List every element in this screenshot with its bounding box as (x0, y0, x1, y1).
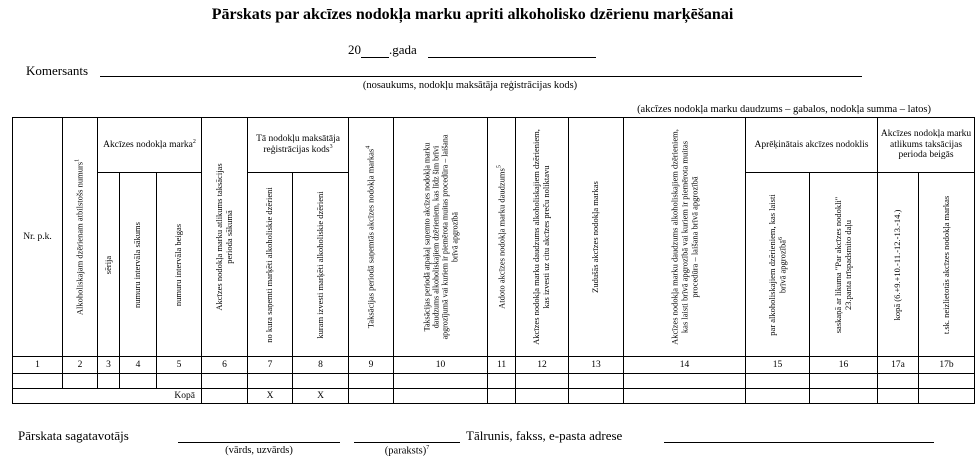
signature-hint: (paraksts)$^7$ (384, 445, 430, 457)
data-cell[interactable] (746, 389, 810, 404)
contacts-label: Tālrunis, fakss, e-pasta adrese (466, 428, 623, 443)
data-cell[interactable] (248, 374, 293, 389)
data-cell[interactable] (569, 374, 624, 389)
data-cell[interactable] (919, 374, 975, 389)
merchant-label: Komersants (26, 63, 89, 78)
data-cell[interactable] (488, 374, 516, 389)
data-cell[interactable] (878, 389, 919, 404)
data-cell[interactable] (394, 374, 488, 389)
col-number: 14 (624, 357, 746, 374)
col-number: 6 (202, 357, 248, 374)
col-number: 11 (488, 357, 516, 374)
report-table (12, 117, 975, 404)
header-remainder-group: Akcīzes nodokļa marku atlikums taksācijas perioda beigās (878, 118, 975, 173)
signature-line[interactable] (354, 442, 460, 443)
header-col15: par alkoholiskajiem dzērieniem, kas laisti brīvā apgrozībā$^6$ (746, 173, 810, 357)
col-number: 12 (516, 357, 569, 374)
contacts-line[interactable] (664, 442, 934, 443)
header-calc-group: Aprēķinātais akcīzes nodoklis (746, 118, 878, 173)
header-col8: kuram izvesti marķēti alkoholiskie dzērieni (293, 173, 349, 357)
header-col5: numuru intervāla beigas (157, 173, 202, 357)
header-col10: Taksācijas periodā atpakaļ saņemto akcīzes nodokļa marku daudzums alkoholiskajiem dzērieniem, kas līdz šim brīvi apgrozījumā vai kuriem ir piemērota muitas procedūra – laišana brīvā apgrozībā (394, 118, 488, 357)
header-col16: saskaņā ar likuma "Par akcīzes nodokli" 23.panta trīspadsmito daļu (810, 173, 878, 357)
data-cell[interactable] (202, 374, 248, 389)
data-cell[interactable] (878, 374, 919, 389)
year-suffix: .gada (389, 42, 417, 57)
data-cell[interactable] (516, 374, 569, 389)
data-cell[interactable] (746, 374, 810, 389)
table-row (13, 374, 975, 389)
data-cell[interactable] (157, 374, 202, 389)
header-col11: Atdoto akcīzes nodokļa marku daudzums$^5$ (488, 118, 516, 357)
name-hint: (vārds, uzvārds) (225, 445, 293, 456)
header-col17b: t.sk. neizlietotās akcīzes nodokļa markas (919, 173, 975, 357)
header-col13: Zudušās akcīzes nodokļa markas (569, 118, 624, 357)
data-cell[interactable] (349, 389, 394, 404)
col-number: 2 (63, 357, 98, 374)
header-marks-group: Akcīzes nodokļa marka$^2$ (98, 118, 202, 173)
data-cell[interactable] (516, 389, 569, 404)
x-mark: X (293, 389, 349, 404)
data-cell[interactable] (98, 374, 120, 389)
header-col14: Akcīzes nodokļa marku daudzums alkoholiskajiem dzērieniem, kas laisti brīvā apgrozībā vai kuriem ir piemērota muitas procedūra – laišana brīvā apgrozībā (624, 118, 746, 357)
units-note: (akcīzes nodokļa marku daudzums – gabalos, nodokļa summa – latos) (637, 104, 931, 115)
header-col7: no kura saņemti marķēti alkoholiskie dzērieni (248, 173, 293, 357)
year-prefix: 20 (348, 42, 361, 57)
data-cell[interactable] (624, 374, 746, 389)
year-blank[interactable] (361, 57, 389, 58)
data-cell[interactable] (394, 389, 488, 404)
column-number-row (13, 357, 975, 374)
merchant-line[interactable] (100, 76, 862, 77)
year-line (348, 42, 596, 58)
total-row (13, 389, 975, 404)
prepared-by-label: Pārskata sagatavotājs (18, 428, 129, 443)
name-line[interactable] (178, 442, 340, 443)
header-col2: Alkoholiskajam dzērienam atbilstošs numurs$^1$ (63, 118, 98, 357)
header-col3: sērija (98, 173, 120, 357)
data-cell[interactable] (120, 374, 157, 389)
header-col12: Akcīzes nodokļa marku daudzums alkoholiskajiem dzērieniem, kas izvesti uz citu akcīzes preču noliktavu (516, 118, 569, 357)
x-mark: X (248, 389, 293, 404)
col-number: 7 (248, 357, 293, 374)
merchant-hint: (nosaukums, nodokļu maksātāja reģistrācijas kods) (362, 80, 578, 91)
header-col4: numuru intervāla sākums (120, 173, 157, 357)
page-title: Pārskats par akcīzes nodokļa marku apriti alkoholisko dzērienu marķēšanai (211, 6, 734, 23)
header-nr: Nr. p.k. (13, 118, 63, 357)
col-number: 15 (746, 357, 810, 374)
data-cell[interactable] (810, 374, 878, 389)
total-label: Kopā (13, 389, 202, 404)
data-cell[interactable] (569, 389, 624, 404)
data-cell[interactable] (810, 389, 878, 404)
header-col17a: kopā (6.+9.+10.-11.-12.-13.-14.) (878, 173, 919, 357)
data-cell[interactable] (13, 374, 63, 389)
data-cell[interactable] (624, 389, 746, 404)
col-number: 17a (878, 357, 919, 374)
col-number: 4 (120, 357, 157, 374)
data-cell[interactable] (919, 389, 975, 404)
col-number: 10 (394, 357, 488, 374)
col-number: 17b (919, 357, 975, 374)
col-number: 1 (13, 357, 63, 374)
data-cell[interactable] (488, 389, 516, 404)
data-cell[interactable] (63, 374, 98, 389)
col-number: 8 (293, 357, 349, 374)
col-number: 13 (569, 357, 624, 374)
data-cell[interactable] (293, 374, 349, 389)
col-number: 5 (157, 357, 202, 374)
data-cell[interactable] (202, 389, 248, 404)
date-blank[interactable] (428, 57, 596, 58)
col-number: 9 (349, 357, 394, 374)
col-number: 3 (98, 357, 120, 374)
col-number: 16 (810, 357, 878, 374)
header-taxpayer-group: Tā nodokļu maksātāja reģistrācijas kods$^3$ (248, 118, 349, 173)
header-col6: Akcīzes nodokļa marku atlikums taksācijas perioda sākumā (202, 118, 248, 357)
data-cell[interactable] (349, 374, 394, 389)
header-col9: Taksācijas periodā saņemtās akcīzes nodokļa markas$^4$ (349, 118, 394, 357)
